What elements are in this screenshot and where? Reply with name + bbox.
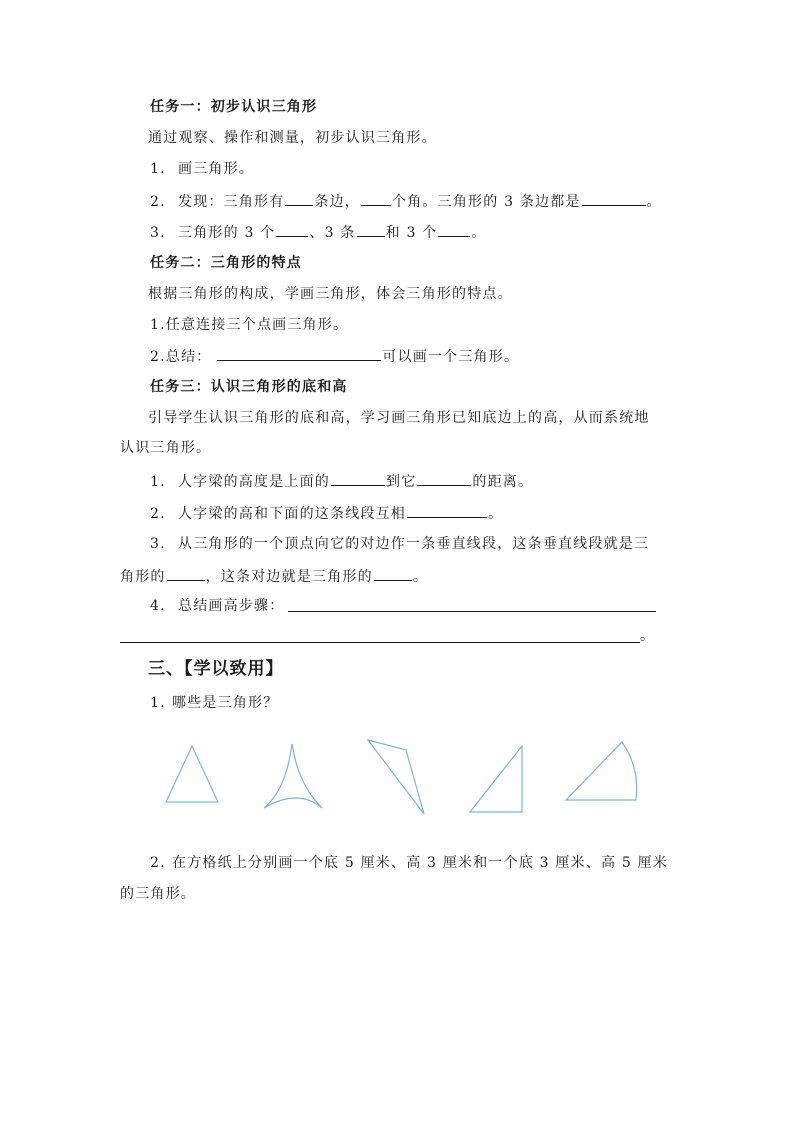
item-number: 2. bbox=[150, 506, 166, 522]
item-text: 可以画一个三角形。 bbox=[382, 349, 520, 365]
right-triangle-shape[interactable] bbox=[470, 746, 522, 812]
task2-title: 任务二：三角形的特点 bbox=[150, 255, 302, 271]
task3-intro-line1: 引导学生认识三角形的底和高，学习画三角形已知底边上的高，从而系统地 bbox=[148, 410, 650, 426]
item4-end: 。 bbox=[640, 628, 656, 644]
section3-q2-line1 bbox=[150, 853, 668, 873]
task1-title: 任务一：初步认识三角形 bbox=[150, 99, 318, 115]
item-number: 3. bbox=[150, 225, 166, 241]
curved-triangle-shape[interactable] bbox=[264, 744, 322, 808]
item-text: 、3 条 bbox=[309, 225, 356, 241]
task2-intro: 根据三角形的构成，学画三角形，体会三角形的特点。 bbox=[148, 286, 513, 302]
item-number: 1. bbox=[150, 161, 166, 177]
item-text: 发现：三角形有 bbox=[178, 194, 285, 210]
sector-shape[interactable] bbox=[566, 742, 637, 800]
item-text: 。 bbox=[488, 506, 504, 522]
section3-title: 三、【学以致用】 bbox=[148, 659, 284, 679]
item-text: 人字梁的高和下面的这条线段互相 bbox=[178, 506, 406, 522]
item-text: 。 bbox=[412, 569, 429, 585]
task3-intro-line2: 认识三角形。 bbox=[120, 440, 212, 456]
item-number: 3. bbox=[150, 536, 166, 552]
item-text: 的距离。 bbox=[472, 474, 534, 490]
item-text: 个角。三角形的 3 条边都是 bbox=[392, 194, 581, 210]
task3-title: 任务三：认识三角形的底和高 bbox=[150, 379, 348, 395]
item-text: 三角形的 3 个 bbox=[178, 225, 276, 241]
item-number: 1. bbox=[150, 474, 166, 490]
item-text: 。 bbox=[646, 194, 662, 210]
item-text: 在方格纸上分别画一个底 5 厘米、高 3 厘米和一个底 3 厘米、高 5 厘米 bbox=[172, 855, 669, 871]
item-number: 2. bbox=[150, 194, 166, 210]
item-text: 条边， bbox=[314, 194, 361, 210]
item-text: 。 bbox=[471, 225, 487, 241]
item-text: 人字梁的高度是上面的 bbox=[178, 474, 330, 490]
item-text: 到它 bbox=[386, 474, 417, 490]
section3-q2-line2: 的三角形。 bbox=[120, 886, 196, 902]
item-text: 画三角形。 bbox=[178, 161, 254, 177]
item-text: 总结画高步骤： bbox=[178, 598, 285, 614]
item-number: 4. bbox=[150, 598, 166, 614]
task2-item1: 1.任意连接三个点画三角形。 bbox=[150, 317, 349, 333]
quadrilateral-shape[interactable] bbox=[368, 740, 424, 814]
item-number: 1. bbox=[150, 695, 166, 711]
item-number: 2. bbox=[150, 855, 166, 871]
item-text: ，这条对边就是三角形的 bbox=[205, 569, 373, 585]
item-text: 和 3 个 bbox=[385, 225, 438, 241]
task1-intro: 通过观察、操作和测量，初步认识三角形。 bbox=[148, 130, 437, 146]
item-text: 角形的 bbox=[120, 569, 166, 585]
item-text: 哪些是三角形？ bbox=[172, 695, 279, 711]
item-text: 2.总结： bbox=[150, 349, 212, 365]
triangle-shape[interactable] bbox=[166, 746, 218, 802]
item-text: 从三角形的一个顶点向它的对边作一条垂直线段，这条垂直线段就是三 bbox=[178, 536, 650, 552]
